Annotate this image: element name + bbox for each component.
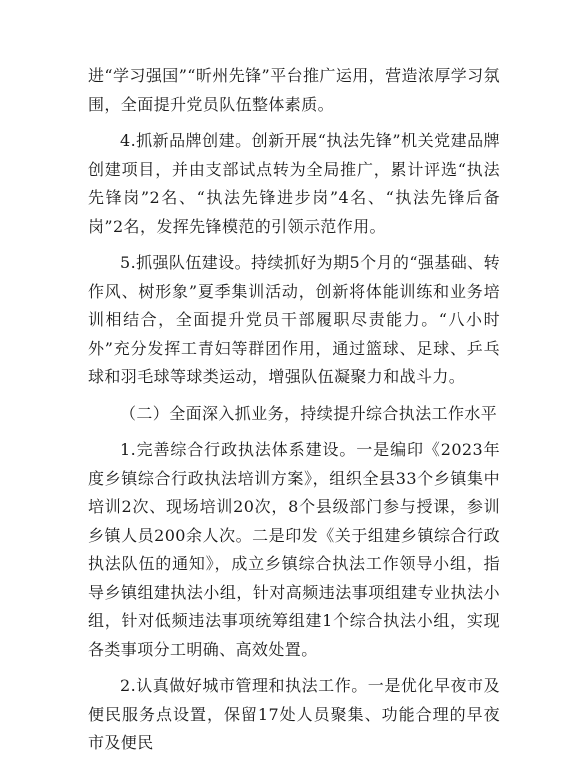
document-body <box>88 62 500 766</box>
paragraph-city-management: 2.认真做好城市管理和执法工作。一是优化早夜市及便民服务点设置，保留17处人员聚集、功能合理的早夜市及便民 <box>88 676 500 752</box>
paragraph-law-enforcement-system: 1.完善综合行政执法体系建设。一是编印《2023年度乡镇综合行政执法培训方案》，组织全县33个乡镇集中培训2次、现场培训20次，8个县级部门参与授课，参训乡镇人员200余人次。二是印发《关于组建乡镇综合行政执法队伍的通知》，成立乡镇综合执法工作领导小组，指导乡镇组建执法小组，针对高频违法事项组建专业执法小组，针对低频违法事项统筹组建1个综合执法小组，实现各类事项分工明确、高效处置。 <box>88 440 500 659</box>
paragraph-team-building: 5.抓强队伍建设。持续抓好为期5个月的“强基础、转作风、树形象”夏季集训活动，创新将体能训练和业务培训相结合，全面提升党员干部履职尽责能力。“八小时外”充分发挥工青妇等群团作用，通过篮球、足球、乒乓球和羽毛球等球类运动，增强队伍凝聚力和战斗力。 <box>88 253 500 386</box>
section-heading: （二）全面深入抓业务，持续提升综合执法工作水平 <box>120 403 498 423</box>
paragraph-continuation: 进“学习强国”“昕州先锋”平台推广运用，营造浓厚学习氛围，全面提升党员队伍整体素质。 <box>88 66 500 114</box>
paragraph-brand-creation: 4.抓新品牌创建。创新开展“执法先锋”机关党建品牌创建项目，并由支部试点转为全局推广，累计评选“执法先锋岗”2名、“执法先锋进步岗”4名、“执法先锋后备岗”2名，发挥先锋模范的引领示范作用。 <box>88 131 500 236</box>
